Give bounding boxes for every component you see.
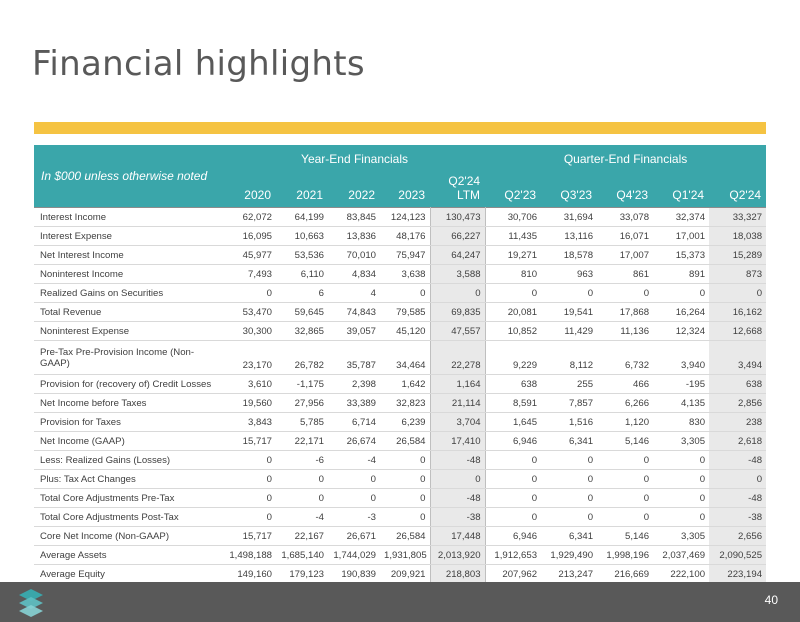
row-value: 19,271 [485, 246, 541, 265]
row-label: Provision for (recovery of) Credit Losses [34, 375, 224, 394]
row-value: 26,584 [380, 527, 430, 546]
row-value: 4,834 [328, 265, 380, 284]
table-row [34, 470, 766, 489]
financial-table [34, 145, 766, 603]
row-value: 2,037,469 [653, 546, 709, 565]
row-value: 0 [653, 451, 709, 470]
row-value: 33,389 [328, 394, 380, 413]
row-value: 3,638 [380, 265, 430, 284]
row-value: 0 [485, 451, 541, 470]
row-value: 12,324 [653, 322, 709, 341]
row-value: 238 [709, 413, 766, 432]
row-value: 0 [597, 470, 653, 489]
row-value: 0 [430, 470, 485, 489]
row-value: 6,714 [328, 413, 380, 432]
row-value: 75,947 [380, 246, 430, 265]
row-value: 0 [430, 284, 485, 303]
row-value: 17,410 [430, 432, 485, 451]
row-value: 209,921 [380, 565, 430, 584]
row-value: 963 [541, 265, 597, 284]
row-value: 32,865 [276, 322, 328, 341]
row-value: 79,585 [380, 303, 430, 322]
row-value: 12,668 [709, 322, 766, 341]
table-row [34, 546, 766, 565]
row-value: 83,845 [328, 208, 380, 227]
row-value: -1,175 [276, 375, 328, 394]
table-row [34, 413, 766, 432]
row-value: 0 [276, 470, 328, 489]
row-value: 6,732 [597, 341, 653, 375]
table-row [34, 527, 766, 546]
row-value: 638 [485, 375, 541, 394]
row-value: 0 [541, 508, 597, 527]
row-value: 6,110 [276, 265, 328, 284]
row-label: Realized Gains on Securities [34, 284, 224, 303]
table-row [34, 489, 766, 508]
row-value: 207,962 [485, 565, 541, 584]
row-value: 1,516 [541, 413, 597, 432]
row-label: Total Core Adjustments Pre-Tax [34, 489, 224, 508]
row-value: 2,856 [709, 394, 766, 413]
table-row [34, 303, 766, 322]
row-value: -195 [653, 375, 709, 394]
row-value: 0 [380, 508, 430, 527]
row-value: 0 [597, 508, 653, 527]
row-value: -4 [328, 451, 380, 470]
row-value: 218,803 [430, 565, 485, 584]
row-value: 66,227 [430, 227, 485, 246]
row-label: Pre-Tax Pre-Provision Income (Non-GAAP) [34, 341, 224, 375]
row-value: 30,706 [485, 208, 541, 227]
row-value: 1,685,140 [276, 546, 328, 565]
row-value: 5,785 [276, 413, 328, 432]
year-end-group-header: Year-End Financials [224, 145, 485, 173]
row-value: 124,123 [380, 208, 430, 227]
row-value: 255 [541, 375, 597, 394]
table-row [34, 508, 766, 527]
row-value: 213,247 [541, 565, 597, 584]
row-value: 26,782 [276, 341, 328, 375]
row-value: 130,473 [430, 208, 485, 227]
header-group-row [34, 145, 766, 173]
table-row [34, 265, 766, 284]
row-value: 0 [485, 284, 541, 303]
col-header: 2022 [328, 173, 380, 208]
row-value: 11,136 [597, 322, 653, 341]
row-value: 3,305 [653, 527, 709, 546]
row-value: 3,494 [709, 341, 766, 375]
row-label: Total Revenue [34, 303, 224, 322]
row-value: 16,071 [597, 227, 653, 246]
table-row [34, 341, 766, 375]
col-header-ltm [430, 173, 485, 208]
row-value: 3,940 [653, 341, 709, 375]
row-value: 0 [380, 489, 430, 508]
row-value: 0 [597, 284, 653, 303]
row-value: 26,584 [380, 432, 430, 451]
row-value: 10,852 [485, 322, 541, 341]
row-value: 466 [597, 375, 653, 394]
row-value: 223,194 [709, 565, 766, 584]
row-value: 39,057 [328, 322, 380, 341]
row-value: 10,663 [276, 227, 328, 246]
row-value: 0 [380, 470, 430, 489]
row-value: 15,373 [653, 246, 709, 265]
row-value: 19,541 [541, 303, 597, 322]
row-value: 62,072 [224, 208, 276, 227]
row-value: 70,010 [328, 246, 380, 265]
row-value: 11,435 [485, 227, 541, 246]
row-value: 30,300 [224, 322, 276, 341]
row-value: 0 [380, 284, 430, 303]
row-value: 64,247 [430, 246, 485, 265]
page-number: 40 [764, 593, 778, 607]
row-value: 26,674 [328, 432, 380, 451]
col-header: Q3'23 [541, 173, 597, 208]
row-value: 0 [224, 451, 276, 470]
row-value: 0 [224, 470, 276, 489]
row-value: 20,081 [485, 303, 541, 322]
col-header: Q1'24 [653, 173, 709, 208]
row-value: 34,464 [380, 341, 430, 375]
row-value: 1,912,653 [485, 546, 541, 565]
row-value: 0 [224, 489, 276, 508]
row-label: Core Net Income (Non-GAAP) [34, 527, 224, 546]
row-value: -48 [709, 489, 766, 508]
row-value: 32,823 [380, 394, 430, 413]
row-value: 6,946 [485, 527, 541, 546]
row-value: -38 [709, 508, 766, 527]
row-value: 45,120 [380, 322, 430, 341]
row-value: 17,448 [430, 527, 485, 546]
col-header-ltm-top: Q2'24 [448, 174, 481, 188]
row-value: 32,374 [653, 208, 709, 227]
row-value: 0 [485, 508, 541, 527]
row-value: -48 [709, 451, 766, 470]
row-value: 190,839 [328, 565, 380, 584]
col-header: 2020 [224, 173, 276, 208]
row-value: 33,327 [709, 208, 766, 227]
row-value: 9,229 [485, 341, 541, 375]
row-label: Provision for Taxes [34, 413, 224, 432]
layered-stack-logo-icon [17, 588, 45, 618]
units-note: In $000 unless otherwise noted [34, 145, 224, 208]
row-value: 5,146 [597, 432, 653, 451]
row-label: Net Income (GAAP) [34, 432, 224, 451]
row-value: -6 [276, 451, 328, 470]
footer-bar [0, 582, 800, 622]
row-value: 3,588 [430, 265, 485, 284]
row-value: 638 [709, 375, 766, 394]
row-value: 16,095 [224, 227, 276, 246]
row-value: -38 [430, 508, 485, 527]
row-value: 0 [328, 470, 380, 489]
col-header: Q4'23 [597, 173, 653, 208]
row-value: 69,835 [430, 303, 485, 322]
row-label: Less: Realized Gains (Losses) [34, 451, 224, 470]
row-value: 1,929,490 [541, 546, 597, 565]
accent-bar [34, 122, 766, 134]
row-label: Average Assets [34, 546, 224, 565]
row-value: 0 [541, 284, 597, 303]
row-label: Net Income before Taxes [34, 394, 224, 413]
row-value: 0 [709, 284, 766, 303]
row-value: 0 [380, 451, 430, 470]
row-value: 22,171 [276, 432, 328, 451]
row-value: 59,645 [276, 303, 328, 322]
table-row [34, 451, 766, 470]
row-value: 0 [541, 470, 597, 489]
row-value: 1,164 [430, 375, 485, 394]
row-label: Interest Income [34, 208, 224, 227]
row-value: 22,167 [276, 527, 328, 546]
row-value: 13,836 [328, 227, 380, 246]
row-value: 5,146 [597, 527, 653, 546]
row-value: 216,669 [597, 565, 653, 584]
row-value: 0 [597, 451, 653, 470]
row-value: 47,557 [430, 322, 485, 341]
row-value: 1,120 [597, 413, 653, 432]
row-value: 1,998,196 [597, 546, 653, 565]
row-value: 15,717 [224, 432, 276, 451]
row-value: 17,001 [653, 227, 709, 246]
table-row [34, 394, 766, 413]
quarter-end-group-header: Quarter-End Financials [485, 145, 766, 173]
row-value: 149,160 [224, 565, 276, 584]
row-value: 0 [328, 489, 380, 508]
row-value: 0 [653, 470, 709, 489]
row-value: 7,857 [541, 394, 597, 413]
col-header: Q2'24 [709, 173, 766, 208]
row-value: -3 [328, 508, 380, 527]
col-header: 2021 [276, 173, 328, 208]
row-value: -48 [430, 489, 485, 508]
row-value: 0 [653, 284, 709, 303]
row-value: 2,618 [709, 432, 766, 451]
row-value: 873 [709, 265, 766, 284]
row-value: 179,123 [276, 565, 328, 584]
row-value: 13,116 [541, 227, 597, 246]
row-value: 11,429 [541, 322, 597, 341]
row-value: 6,946 [485, 432, 541, 451]
table-row [34, 246, 766, 265]
row-label: Interest Expense [34, 227, 224, 246]
row-value: 53,470 [224, 303, 276, 322]
row-value: 6 [276, 284, 328, 303]
col-header: 2023 [380, 173, 430, 208]
row-value: 74,843 [328, 303, 380, 322]
table-row [34, 284, 766, 303]
row-value: 3,704 [430, 413, 485, 432]
row-value: 6,341 [541, 432, 597, 451]
col-header: Q2'23 [485, 173, 541, 208]
row-value: 2,398 [328, 375, 380, 394]
row-value: 15,289 [709, 246, 766, 265]
row-value: 23,170 [224, 341, 276, 375]
row-value: 16,264 [653, 303, 709, 322]
row-value: 18,578 [541, 246, 597, 265]
row-value: 19,560 [224, 394, 276, 413]
row-value: 7,493 [224, 265, 276, 284]
row-value: 21,114 [430, 394, 485, 413]
row-value: 6,239 [380, 413, 430, 432]
row-value: 861 [597, 265, 653, 284]
row-label: Net Interest Income [34, 246, 224, 265]
row-value: 22,278 [430, 341, 485, 375]
table-row [34, 432, 766, 451]
row-value: 53,536 [276, 246, 328, 265]
row-value: 0 [224, 284, 276, 303]
row-value: 0 [541, 489, 597, 508]
row-value: 3,610 [224, 375, 276, 394]
row-value: 48,176 [380, 227, 430, 246]
table-row [34, 322, 766, 341]
row-value: 4,135 [653, 394, 709, 413]
row-label: Average Equity [34, 565, 224, 584]
table-row [34, 565, 766, 584]
row-value: 0 [541, 451, 597, 470]
row-value: 0 [276, 489, 328, 508]
row-value: 3,843 [224, 413, 276, 432]
table-row [34, 208, 766, 227]
row-value: 35,787 [328, 341, 380, 375]
row-value: -4 [276, 508, 328, 527]
row-value: 830 [653, 413, 709, 432]
row-value: 3,305 [653, 432, 709, 451]
row-value: 1,498,188 [224, 546, 276, 565]
row-label: Noninterest Income [34, 265, 224, 284]
row-value: 16,162 [709, 303, 766, 322]
row-value: 8,591 [485, 394, 541, 413]
row-value: -48 [430, 451, 485, 470]
row-value: 45,977 [224, 246, 276, 265]
row-value: 2,656 [709, 527, 766, 546]
row-value: 0 [485, 489, 541, 508]
row-value: 26,671 [328, 527, 380, 546]
row-value: 0 [224, 508, 276, 527]
row-label: Total Core Adjustments Post-Tax [34, 508, 224, 527]
row-value: 18,038 [709, 227, 766, 246]
table-row [34, 227, 766, 246]
row-value: 6,341 [541, 527, 597, 546]
row-value: 1,744,029 [328, 546, 380, 565]
row-value: 17,007 [597, 246, 653, 265]
row-value: 31,694 [541, 208, 597, 227]
row-value: 0 [597, 489, 653, 508]
row-value: 0 [485, 470, 541, 489]
row-value: 1,642 [380, 375, 430, 394]
row-value: 2,013,920 [430, 546, 485, 565]
row-label: Noninterest Expense [34, 322, 224, 341]
row-value: 17,868 [597, 303, 653, 322]
row-value: 222,100 [653, 565, 709, 584]
row-value: 0 [709, 470, 766, 489]
row-value: 810 [485, 265, 541, 284]
row-label: Plus: Tax Act Changes [34, 470, 224, 489]
row-value: 27,956 [276, 394, 328, 413]
row-value: 0 [653, 489, 709, 508]
row-value: 0 [653, 508, 709, 527]
row-value: 2,090,525 [709, 546, 766, 565]
row-value: 33,078 [597, 208, 653, 227]
row-value: 8,112 [541, 341, 597, 375]
row-value: 1,931,805 [380, 546, 430, 565]
row-value: 1,645 [485, 413, 541, 432]
page-title: Financial highlights [32, 44, 365, 84]
table-body [34, 208, 766, 603]
row-value: 4 [328, 284, 380, 303]
row-value: 891 [653, 265, 709, 284]
row-value: 15,717 [224, 527, 276, 546]
col-header-ltm-bottom: LTM [456, 188, 481, 202]
table-row [34, 375, 766, 394]
row-value: 6,266 [597, 394, 653, 413]
row-value: 64,199 [276, 208, 328, 227]
